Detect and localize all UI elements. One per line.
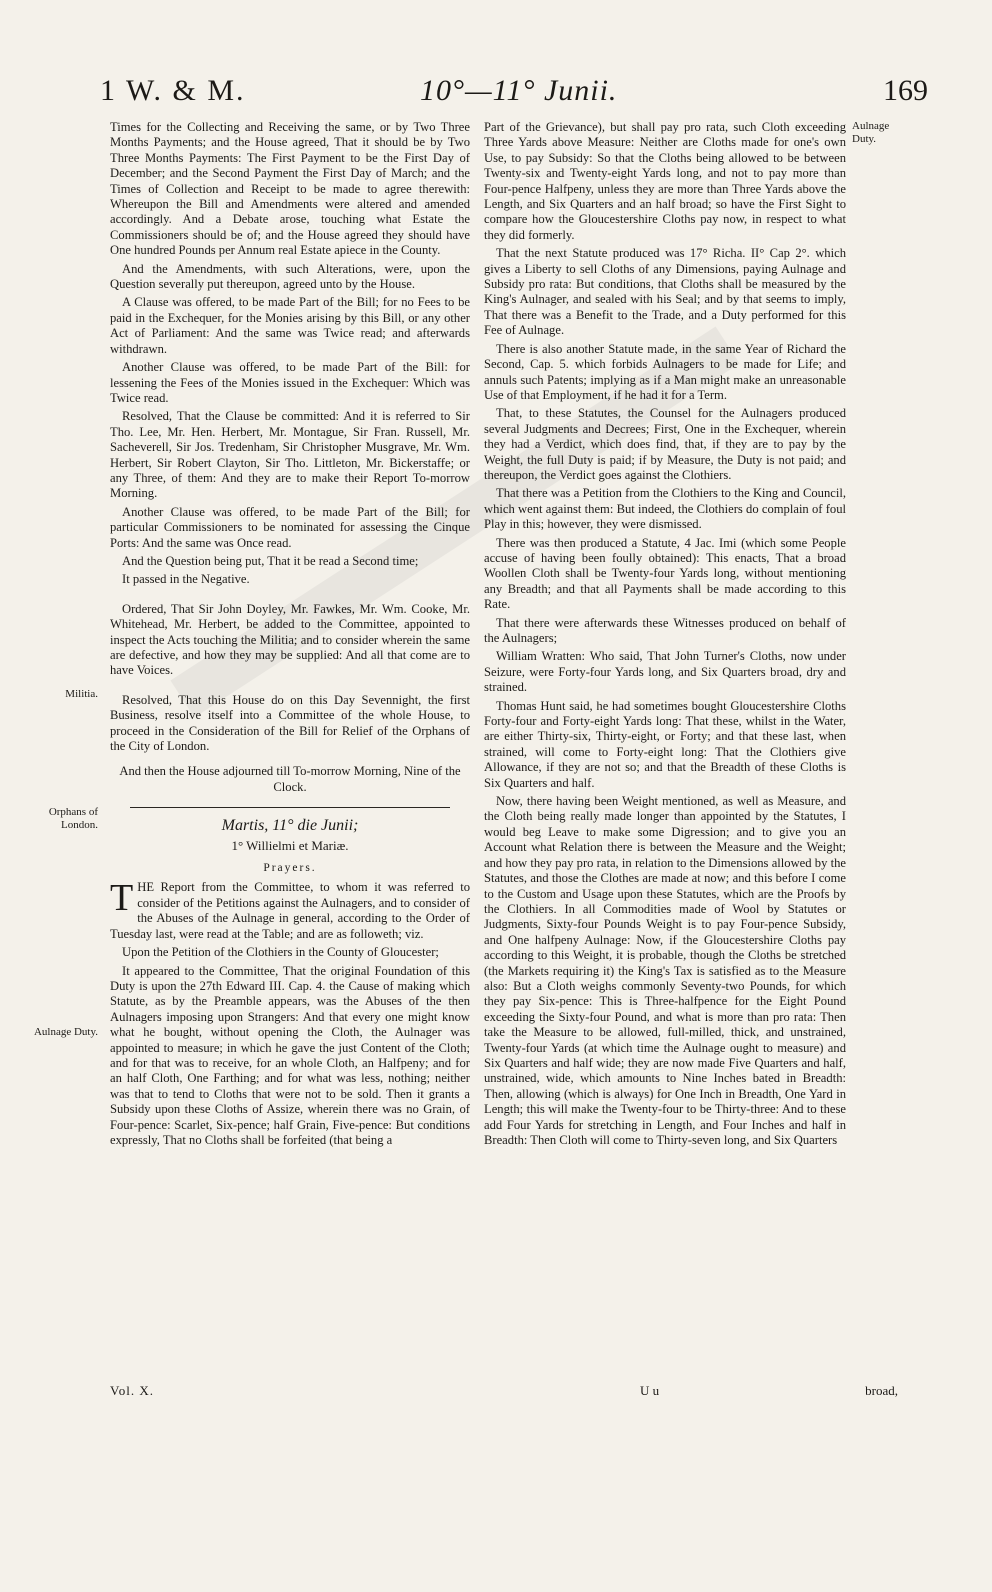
section-divider (130, 807, 450, 808)
paragraph: That there were afterwards these Witnesses produced on behalf of the Aulnagers; (484, 615, 846, 645)
page-number: 169 (883, 74, 928, 107)
paragraph: THE Report from the Committee, to whom it was referred to consider of the Petitions against the Aulnagers, and to consider of the Abuses of the Aulnage in general, according to the Order of Tuesday last, were read at the Table; and are as followeth; viz. (110, 877, 470, 941)
catchword: broad, (865, 1383, 898, 1398)
left-column-paragraphs (110, 120, 470, 795)
paragraph: It appeared to the Committee, That the original Foundation of this Duty is upon the 27th Edward III. Cap. 4. the Cause of making which Statute, as by the Preamble appears, was the Abuses of the then Aulnagers imposing upon Strangers: And that every one might know what he bought, without opening the Cloth, the Aulnager was appointed to measure; in which he gave the just Content of the Cloth; and for that was to receive, for an whole Cloth, an Halfpeny; and for an half Cloth, One Farthing; and for what was less, nothing; neither was that to tend to Cloths that were not to be sold. Then it grants a Subsidy upon these Cloths of Assize, wherein there was no Grain, of Four-pence: Scarlet, Six-pence; half Grain, Five-pence: But conditions expressly, That no Cloths shall be forfeited (that being a (110, 963, 470, 1147)
paragraph: Resolved, That this House do on this Day Sevennight, the first Business, resolve itself into a Committee of the whole House, to proceed in the Consideration of the Bill for Relief of the Orphans of the City of London. (110, 692, 470, 754)
paragraph: Part of the Grievance), but shall pay pro rata, such Cloth exceeding Three Yards above Measure: Neither are Cloths made for one's own Use, to pay Subsidy: So that the Cloths being allowed to be between Twenty-six and Twenty-eight Yards long, and not to pay more than Four-pence Halfpeny, unless they are more than Three Yards above the Length, and Six Quarters and an half broad; so have the First Sight to compare how the Gloucestershire Cloths pay now, in respect to what they did formerly. (484, 120, 846, 242)
prayers-heading: Prayers. (263, 862, 317, 875)
paragraph: Another Clause was offered, to be made Part of the Bill; for particular Commissioners to be nominated for assessing the Cinque Ports: And the same was Once read. (110, 504, 470, 550)
header-reign: 1 W. & M. (100, 74, 246, 107)
paragraph: Upon the Petition of the Clothiers in the County of Gloucester; (122, 945, 439, 960)
right-column (484, 120, 846, 1151)
paragraph: And then the House adjourned till To-morrow Morning, Nine of the Clock. (119, 764, 461, 794)
right-column-paragraphs (484, 120, 846, 1148)
drop-cap: T (110, 877, 134, 920)
margin-note-militia: Militia. (65, 688, 98, 700)
paragraph: William Wratten: Who said, That John Turner's Cloths, now under Seizure, were Forty-four Yards long, and Six Quarters broad, dry and strained. (484, 649, 846, 695)
paragraph: Another Clause was offered, to be made Part of the Bill: for lessening the Fees of the Monies issued in the Exchequer: Which was Twice read. (110, 360, 470, 405)
paragraph: And the Amendments, with such Alterations, were, upon the Question severally put thereupon, agreed unto by the House. (110, 261, 470, 292)
paragraph: A Clause was offered, to be made Part of the Bill; for no Fees to be paid in the Exchequer, for the Monies arising by this Bill, or any other Act of Parliament: And the same was Twice read; and afterwards withdrawn. (110, 295, 470, 356)
signature-mark: U u (640, 1383, 660, 1398)
paragraph: That, to these Statutes, the Counsel for the Aulnagers produced several Judgments and Decrees; First, One in the Exchequer, wherein they had a Verdict, which does find, that, if they are to pay by the Weight, the full Duty is paid; if by Measure, the Duty is not paid; and thereupon, the Verdict goes against the Clothiers. (484, 406, 846, 482)
paragraph: Now, there having been Weight mentioned, as well as Measure, and the Cloth being really made longer than appointed by the Statutes, I would beg Leave to make some Digression; and to give you an Account what Relation there is between the Measure and the Weight; and how they pay pro rata, in relation to the Dimensions allowed by the Statutes, and those the Clothes are made at now; and this before I come to the Custom and Usage upon these Statutes, which are the Proofs by the Clothiers. In all Commodities made of Wool by Statutes or Judgments, Sixty-four Pounds Weight is to pay Four-pence Subsidy, and One halfpeny Aulnage: Now, if the Gloucestershire Cloths pay according to this Weight, it is probable, though the Cloths be stretched (the Markets requiring it) the King's Tax is satisfied as to the Measure also: But a Cloth weighs commonly Seventy-two Pounds, for which they pay Six-pence: This is Three-halfpence for the Eight Pound exceeding the Sixty-four Pound, and what is more than pro rata: Then take the Measure to be allowed, full-milled, thick, and unstrained, Twenty-four Yards (at which time the Aulnage ought to measure) and Six Quarters and half wide; they are now made Five Quarters and half, unstrained, wide, which amounts to Nine Inches bated in Breadth: Then, allowing (which is always) for One Inch in Breadth, One Yard in Length; this will make the Twenty-four to be Thirty-three: And to these add Four Yards for stretching in Length, and Four Inches and half in Breadth: Then Cloth will come to Thirty-seven long, and Six Quarters (484, 794, 846, 1147)
sitting-reign: 1° Willielmi et Mariæ. (231, 837, 349, 853)
header-dates: 10°—11° Junii. (420, 74, 618, 107)
page-footer (100, 1383, 958, 1403)
running-header (100, 74, 958, 120)
volume-mark: Vol. X. (110, 1383, 154, 1398)
paragraph: There was then produced a Statute, 4 Jac. Imi (which some People accuse of having been foully obtained): This enacts, That a broad Woollen Cloth shall be Twenty-four Yards long, without mentioning any Breadth; and that all Payments shall be made according to this Rate. (484, 535, 846, 612)
paragraph: There is also another Statute made, in the same Year of Richard the Second, Cap. 5. which forbids Aulnagers to be made for Life; and annuls such Patents; implying as if a Man might make an unreasonable Use of that Employment, if he had it for a Term. (484, 341, 846, 402)
paragraph: Thomas Hunt said, he had sometimes bought Gloucestershire Cloths Forty-four and Forty-eight Yards long: That these, whilst in the Water, are either Thirty-six, Thirty-eight, or Forty; and that these last, when strained, will come to Forty-eight long: That the Clothiers give Allowance, if they are not so; and that the Breadth of these Cloths is Six Quarters and half. (484, 698, 846, 790)
paragraph: And the Question being put, That it be read a Second time; (122, 553, 419, 568)
margin-note-orphans: Orphans of London. (48, 806, 98, 831)
left-column-report (110, 877, 470, 1148)
paragraph: That there was a Petition from the Clothiers to the King and Council, which went against them: But indeed, the Clothiers do complain of foul Play in this; however, they were dismissed. (484, 486, 846, 532)
paragraph: Times for the Collecting and Receiving the same, or by Two Three Months Payments; and the House agreed, That it should be by Two Three Months Payments: The First Payment to be the First Day of December; and the Second Payment the First Day of March; and the Times of Collection and Receipt to be made to agree therewith: Whereupon the Bill and Amendments were altered and amended accordingly. And a Debate arose, touching what Estate the Commissioners should be of; and the House agreed they should have One hundred Pounds per Annum real Estate apiece in the County. (110, 120, 470, 258)
sitting-date: Martis, 11° die Junii; (221, 817, 359, 835)
paragraph: Resolved, That the Clause be committed: And it is referred to Sir Tho. Lee, Mr. Hen. Herbert, Mr. Montague, Sir Fran. Russell, Mr. Sacheverell, Sir Jos. Tredenham, Sir Christopher Musgrave, Mr. Wm. Herbert, Sir Robert Clayton, Sir Tho. Littleton, Mr. Bickerstaffe; or any Three, of them: And they are to make their Report To-morrow Morning. (110, 409, 470, 501)
paragraph: Ordered, That Sir John Doyley, Mr. Fawkes, Mr. Wm. Cooke, Mr. Whitehead, Mr. Herbert, be added to the Committee, appointed to inspect the Acts touching the Militia; and to consider wherein the same are defective, and how they may be supplied: And all that come are to have Voices. (110, 601, 470, 678)
margin-note-aulnage-duty-left: Aulnage Duty. (33, 1026, 98, 1038)
paragraph: It passed in the Negative. (122, 572, 250, 587)
left-column (110, 120, 470, 1151)
margin-note-aulnage-duty-right: Aulnage Duty. (852, 120, 890, 145)
paragraph: That the next Statute produced was 17° Richa. II° Cap 2°. which gives a Liberty to sell Cloths of any Dimensions, paying Aulnage and Subsidy pro rata: But conditions, that Cloths shall be measured by the King's Aulnager, and sealed with his Seal; and by that seems to imply, That there was a Benefit to the Trade, and a Duty performed for this Fee of Aulnage. (484, 246, 846, 338)
